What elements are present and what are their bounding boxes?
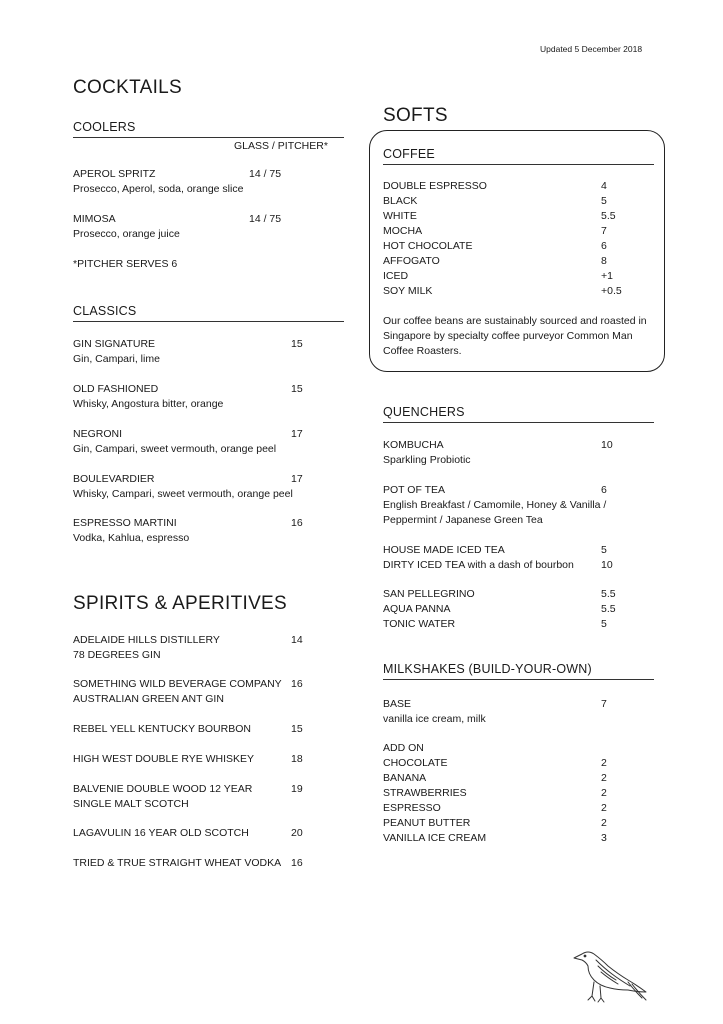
item-name: DIRTY ICED TEA with a dash of bourbon [383,559,574,571]
item-price: 10 [601,559,613,571]
item-price: 5 [601,618,607,630]
item-price: 7 [601,698,607,710]
item-price: 2 [601,772,607,784]
item-name: GIN SIGNATURE [73,338,156,350]
pitcher-note: *PITCHER SERVES 6 [73,258,178,270]
item-price: 18 [291,753,303,765]
item-name: SOY MILK [383,285,433,297]
item-price: 16 [291,517,303,529]
item-name: HIGH WEST DOUBLE RYE WHISKEY [73,753,255,765]
item-price: 5.5 [601,210,616,222]
item-name: BANANA [383,772,427,784]
coffee-note-line: Singapore by specialty coffee purveyor Common Man [383,330,633,342]
item-name-line2: SINGLE MALT SCOTCH [73,798,189,810]
item-name-line2: 78 DEGREES GIN [73,649,161,661]
item-name: DOUBLE ESPRESSO [383,180,487,192]
item-description: Sparkling Probiotic [383,454,471,466]
item-description: Gin, Campari, sweet vermouth, orange peel [73,443,277,455]
item-description: Gin, Campari, lime [73,353,160,365]
item-price: 7 [601,225,607,237]
item-name: HOUSE MADE ICED TEA [383,544,505,556]
updated-date: Updated 5 December 2018 [540,44,643,54]
item-name: ICED [383,270,409,282]
item-price: 6 [601,484,607,496]
item-name: BASE [383,698,412,710]
item-price: 5 [601,544,607,556]
item-name: PEANUT BUTTER [383,817,471,829]
item-name: BLACK [383,195,418,207]
cocktails-heading: COCKTAILS [73,77,182,98]
item-name: LAGAVULIN 16 YEAR OLD SCOTCH [73,827,249,839]
addon-heading: ADD ON [383,742,424,754]
item-price: 10 [601,439,613,451]
item-description: English Breakfast / Camomile, Honey & Vanilla / [383,499,607,511]
item-name: ESPRESSO MARTINI [73,517,177,529]
item-price: 5.5 [601,588,616,600]
item-price: 6 [601,240,607,252]
quenchers-divider [383,422,654,423]
item-price: 19 [291,783,303,795]
softs-heading: SOFTS [383,105,448,126]
item-name: WHITE [383,210,417,222]
item-price: 4 [601,180,607,192]
item-price: 15 [291,723,303,735]
item-price: 15 [291,383,303,395]
item-description: Whisky, Campari, sweet vermouth, orange peel [73,488,293,500]
quenchers-heading: QUENCHERS [383,405,465,419]
item-name: POT OF TEA [383,484,446,496]
item-name: APEROL SPRITZ [73,168,156,180]
item-price: 2 [601,757,607,769]
item-description: vanilla ice cream, milk [383,713,486,725]
coffee-heading: COFFEE [383,147,435,161]
classics-heading: CLASSICS [73,304,137,318]
item-price: 14 [291,634,303,646]
coolers-divider [73,137,344,138]
item-name: AQUA PANNA [383,603,451,615]
item-name: ESPRESSO [383,802,441,814]
item-price: +0.5 [601,285,622,297]
item-price: +1 [601,270,613,282]
item-name-line2: AUSTRALIAN GREEN ANT GIN [73,693,224,705]
coffee-divider [383,164,654,165]
milkshakes-heading: MILKSHAKES (BUILD-YOUR-OWN) [383,662,592,676]
item-name: HOT CHOCOLATE [383,240,473,252]
item-name: REBEL YELL KENTUCKY BOURBON [73,723,251,735]
milkshakes-divider [383,679,654,680]
item-price: 3 [601,832,607,844]
item-description: Vodka, Kahlua, espresso [73,532,190,544]
item-price: 2 [601,817,607,829]
item-name: OLD FASHIONED [73,383,159,395]
item-price: 5 [601,195,607,207]
item-name: TRIED & TRUE STRAIGHT WHEAT VODKA [73,857,282,869]
item-name: STRAWBERRIES [383,787,467,799]
item-name: NEGRONI [73,428,123,440]
item-name: BALVENIE DOUBLE WOOD 12 YEAR [73,783,253,795]
item-price: 2 [601,802,607,814]
coffee-note-line: Coffee Roasters. [383,345,462,357]
item-price: 2 [601,787,607,799]
item-description: Whisky, Angostura bitter, orange [73,398,224,410]
item-price: 20 [291,827,303,839]
item-name: SAN PELLEGRINO [383,588,475,600]
item-price: 8 [601,255,607,267]
item-name: MIMOSA [73,213,116,225]
classics-divider [73,321,344,322]
item-name: KOMBUCHA [383,439,444,451]
bird-icon [568,946,650,1006]
coolers-heading: COOLERS [73,120,136,134]
item-description: Peppermint / Japanese Green Tea [383,514,543,526]
item-price: 5.5 [601,603,616,615]
item-price: 17 [291,473,303,485]
glass-pitcher-header: GLASS / PITCHER* [234,140,328,152]
item-name: VANILLA ICE CREAM [383,832,487,844]
item-price: 16 [291,857,303,869]
item-name: AFFOGATO [383,255,440,267]
item-price: 14 / 75 [249,168,282,180]
item-description: Prosecco, orange juice [73,228,180,240]
coffee-note-line: Our coffee beans are sustainably sourced and roasted in [383,315,647,327]
item-price: 17 [291,428,303,440]
item-name: CHOCOLATE [383,757,448,769]
item-description: Prosecco, Aperol, soda, orange slice [73,183,244,195]
item-name: MOCHA [383,225,423,237]
item-name: BOULEVARDIER [73,473,155,485]
item-name: SOMETHING WILD BEVERAGE COMPANY [73,678,282,690]
spirits-heading: SPIRITS & APERITIVES [73,593,288,614]
item-name: ADELAIDE HILLS DISTILLERY [73,634,220,646]
item-name: TONIC WATER [383,618,456,630]
item-price: 16 [291,678,303,690]
item-price: 15 [291,338,303,350]
item-price: 14 / 75 [249,213,282,225]
